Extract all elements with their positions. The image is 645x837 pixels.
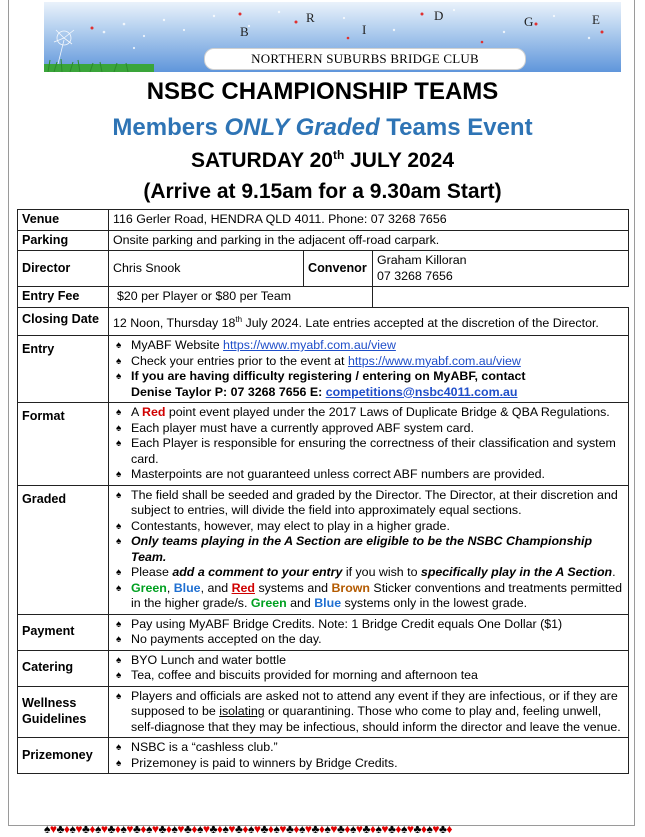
list-item: ♠ Each Player is responsible for ensuring the correctness of their classification and system card.: [113, 436, 624, 467]
format-text: A: [131, 405, 143, 420]
row-format: [18, 403, 629, 486]
event-details-table: [17, 209, 629, 774]
list-item: [113, 354, 624, 370]
entry-text: MyABF Website: [131, 338, 224, 353]
blue-system: Blue: [173, 580, 201, 595]
banner-letter: I: [362, 22, 367, 37]
green-system: Green: [250, 596, 287, 611]
graded-text: and: [286, 596, 315, 611]
date-ordinal: th: [332, 148, 345, 162]
prizemoney-value: [109, 738, 629, 774]
date-part: SATURDAY 20: [190, 149, 333, 172]
red-point-text: Red: [142, 405, 166, 420]
list-item: ♠ Each player must have a currently approved ABF system card.: [113, 421, 624, 437]
director-label: Director: [18, 251, 109, 287]
list-item: ♠ The field shall be seeded and graded by the Director. The Director, at their discretion and subject to entries, will divide the field into approximately equal sections.: [113, 488, 624, 519]
wellness-underlined: isolating: [219, 704, 265, 719]
list-item: ♠ BYO Lunch and water bottle: [113, 653, 624, 669]
row-director: [18, 251, 629, 287]
list-item: [113, 689, 624, 736]
wellness-label-line: Wellness: [22, 696, 77, 711]
date-part: JULY 2024: [344, 149, 455, 172]
prizemoney-label: Prizemoney: [18, 738, 109, 774]
graded-list: [113, 488, 624, 612]
arrival-time: (Arrive at 9.15am for a 9.30am Start): [143, 180, 502, 203]
catering-value: [109, 650, 629, 686]
entry-fee-label: Entry Fee: [18, 287, 109, 308]
row-payment: [18, 614, 629, 650]
brown-sticker: Brown: [331, 580, 370, 595]
list-item: [113, 581, 624, 612]
row-entry: [18, 336, 629, 403]
entry-text: Check your entries prior to the event at: [131, 353, 348, 368]
list-item: ♠ Contestants, however, may elect to play in a higher grade.: [113, 519, 624, 535]
subtitle-part: Members: [112, 114, 225, 141]
entry-help-text: If you are having difficulty registering / entering on MyABF, contact: [131, 369, 526, 384]
row-venue: [18, 210, 629, 231]
row-catering: [18, 650, 629, 686]
list-item: [113, 565, 624, 581]
catering-list: [113, 653, 624, 684]
list-item: ♠ Masterpoints are not guaranteed unless correct ABF numbers are provided.: [113, 467, 624, 483]
event-date: [0, 148, 645, 173]
graded-emphasis: specifically play in the A Section: [420, 565, 613, 580]
entry-fee-value: $20 per Player or $80 per Team: [109, 287, 373, 308]
entry-contact-text: Denise Taylor P: 07 3268 7656 E:: [131, 384, 326, 399]
entry-fee-spacer: [373, 287, 629, 308]
graded-text: systems only in the lowest grade.: [341, 596, 528, 611]
list-item: ♠ Tea, coffee and biscuits provided for morning and afternoon tea: [113, 668, 624, 684]
red-system: Red: [231, 580, 255, 595]
payment-value: [109, 614, 629, 650]
myabf-link[interactable]: https://www.myabf.com.au/view: [223, 338, 396, 353]
graded-text: ,: [166, 580, 174, 595]
closing-part: 12 Noon, Thursday 18: [113, 315, 236, 330]
subtitle-emphasis: ONLY Graded: [224, 114, 380, 141]
format-label: Format: [18, 403, 109, 486]
entry-list: [113, 338, 624, 400]
graded-text: systems and: [255, 580, 332, 595]
graded-text: if you wish to: [342, 565, 421, 580]
payment-list: [113, 617, 624, 648]
row-entry-fee: [18, 287, 629, 308]
subtitle-part: Teams Event: [379, 114, 533, 141]
list-item: [113, 405, 624, 421]
catering-label: Catering: [18, 650, 109, 686]
graded-text: Please: [131, 565, 173, 580]
email-link[interactable]: competitions@nsbc4011.com.au: [325, 384, 518, 399]
parking-value: Onsite parking and parking in the adjacent off-road carpark.: [109, 230, 629, 251]
wellness-list: [113, 689, 624, 736]
format-list: [113, 405, 624, 483]
wellness-text: Players and officials are asked not to attend any event if they are infectious, or if they are supposed to be: [131, 688, 618, 719]
list-item: ♠ NSBC is a “cashless club.”: [113, 740, 624, 756]
graded-text: , and: [200, 580, 232, 595]
myabf-link[interactable]: https://www.myabf.com.au/view: [347, 353, 521, 368]
format-value: [109, 403, 629, 486]
graded-text: Sticker conventions and treatments permitted in the higher grade/s.: [131, 580, 623, 611]
format-text: point event played under the 2017 Laws of Duplicate Bridge & QBA Regulations.: [165, 405, 610, 420]
closing-part: July 2024. Late entries accepted at the discretion of the Director.: [242, 315, 599, 330]
event-title: NSBC CHAMPIONSHIP TEAMS: [146, 78, 499, 105]
suit-icons: ♠♥♣♦♠♥♣♦♠♥♣♦♠♥♣♦♠♥♣♦♠♥♣♦♠♥♣♦♠♥♣♦♠♥♣♦♠♥♣♦♠♥♣♦♠♥♣♦♠♥♣♦♠♥♣♦♠♥♣♦♠♥♣♦: [44, 822, 452, 836]
parking-label: Parking: [18, 230, 109, 251]
graded-text: .: [612, 565, 616, 580]
row-wellness: [18, 686, 629, 738]
convenor-cell: [373, 251, 629, 287]
row-graded: [18, 485, 629, 614]
venue-label: Venue: [18, 210, 109, 231]
club-name-plate: NORTHERN SUBURBS BRIDGE CLUB: [204, 48, 526, 70]
wellness-text: or quarantining. Those who come to play and, feeling unwell, self-diagnose that they may be infectious, should inform the director and leave the venue.: [131, 704, 621, 734]
club-banner: [44, 2, 621, 72]
banner-letter: G: [524, 14, 534, 29]
green-system: Green: [131, 580, 167, 595]
card-suit-border: [44, 822, 452, 836]
banner-letter: B: [240, 24, 249, 39]
wellness-label-line: Guidelines: [22, 711, 87, 726]
entry-label: Entry: [18, 336, 109, 403]
graded-label: Graded: [18, 485, 109, 614]
list-item: ♠ Only teams playing in the A Section are eligible to be the NSBC Championship Team.: [113, 534, 624, 565]
graded-value: [109, 485, 629, 614]
list-item: [113, 369, 624, 400]
list-item: ♠ Pay using MyABF Bridge Credits. Note: 1 Bridge Credit equals One Dollar ($1): [113, 617, 624, 633]
event-subtitle: [0, 114, 645, 142]
graded-emphasis: add a comment to your entry: [172, 565, 343, 580]
prizemoney-list: [113, 740, 624, 771]
banner-letter: E: [592, 12, 600, 27]
list-item: ♠ No payments accepted on the day.: [113, 632, 624, 648]
list-item: [113, 338, 624, 354]
venue-value: 116 Gerler Road, HENDRA QLD 4011. Phone: 07 3268 7656: [109, 210, 629, 231]
payment-label: Payment: [18, 614, 109, 650]
closing-ordinal: th: [235, 314, 243, 324]
banner-letter: R: [306, 10, 315, 25]
row-closing-date: [18, 307, 629, 336]
convenor-name: Graham Killoran: [377, 253, 467, 267]
convenor-phone: 07 3268 7656: [377, 268, 453, 283]
wellness-value: [109, 686, 629, 738]
closing-date-value: [109, 307, 629, 336]
closing-date-label: Closing Date: [18, 307, 109, 336]
convenor-label: Convenor: [304, 251, 373, 287]
row-parking: [18, 230, 629, 251]
row-prizemoney: [18, 738, 629, 774]
director-name: Chris Snook: [109, 251, 304, 287]
banner-letter: D: [434, 8, 444, 23]
wellness-label: [18, 686, 109, 738]
list-item: ♠ Prizemoney is paid to winners by Bridge Credits.: [113, 756, 624, 772]
blue-system: Blue: [314, 596, 342, 611]
entry-value: [109, 336, 629, 403]
